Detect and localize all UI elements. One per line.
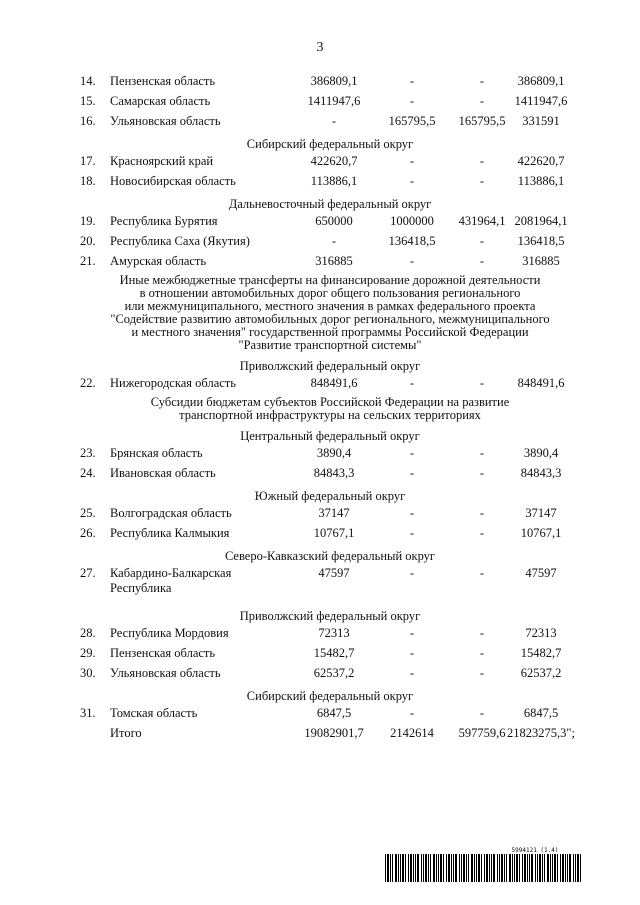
value-col-1: 3890,4 [316,446,352,460]
section-description [80,396,580,422]
value-col-2: - [409,174,415,188]
barcode-block [385,847,585,882]
value-total: 84843,3 [520,466,562,480]
value-col-2: - [409,506,415,520]
value-col-1: 848491,6 [310,376,358,390]
district-heading: Сибирский федеральный округ [246,137,414,151]
row-number: 19. [80,214,96,228]
value-col-2: - [409,626,415,640]
row-number: 15. [80,94,96,108]
page-number: 3 [316,40,324,55]
row-number: 17. [80,154,96,168]
value-col-1: 47597 [318,566,350,580]
table-row [80,466,580,486]
section-description [80,274,580,352]
value-col-1: 113886,1 [310,174,358,188]
region-name: Республика Бурятия [110,214,218,228]
value-total: 136418,5 [517,234,565,248]
value-col-2: - [409,254,415,268]
row-number: 14. [80,74,96,88]
table-row [80,666,580,686]
value-col-2: - [409,566,415,580]
value-col-3: - [479,506,485,520]
section-description-line: "Развитие транспортной системы" [238,338,422,352]
value-col-2: 2142614 [390,726,434,740]
row-number: 27. [80,566,96,580]
section-description-line: транспортной инфраструктуры на сельских территориях [179,408,481,422]
value-col-2: - [409,446,415,460]
value-col-1: 6847,5 [316,706,352,720]
section-description-line: или межмуниципального, местного значения в рамках федерального проекта [124,299,536,313]
value-col-3: 431964,1 [458,214,506,228]
district-heading: Центральный федеральный округ [240,429,420,443]
value-col-3: - [479,626,485,640]
value-col-3: - [479,706,485,720]
row-number: 26. [80,526,96,540]
section-description-line: Иные межбюджетные трансферты на финансирование дорожной деятельности [119,273,541,287]
value-total: 72313 [525,626,557,640]
value-total: 386809,1 [517,74,565,88]
region-name: Пензенская область [110,646,216,660]
table-row [80,234,580,254]
section-description-line: "Содействие развитию автомобильных дорог регионального, межмуниципального [110,312,550,326]
value-col-3: - [479,466,485,480]
barcode-number: 5994121 (1.4) [511,847,559,854]
district-heading: Приволжский федеральный округ [239,359,421,373]
row-number: 16. [80,114,96,128]
region-name: Самарская область [110,94,211,108]
row-number: 22. [80,376,96,390]
value-col-3: 597759,6 [458,726,506,740]
value-col-2: - [409,646,415,660]
value-col-2: 1000000 [390,214,434,228]
region-name: Республика Мордовия [110,626,229,640]
value-col-3: - [479,234,485,248]
value-col-3: - [479,376,485,390]
row-number: 31. [80,706,96,720]
row-number: 29. [80,646,96,660]
value-total: 15482,7 [520,646,562,660]
value-col-1: 650000 [315,214,353,228]
region-name: Республика Саха (Якутия) [110,234,250,248]
value-col-1: 422620,7 [310,154,358,168]
row-number: 25. [80,506,96,520]
value-total: 6847,5 [523,706,559,720]
table-row [80,706,580,726]
region-name: Волгоградская область [110,506,232,520]
region-name: Республика Калмыкия [110,526,230,540]
district-heading: Северо-Кавказский федеральный округ [224,549,436,563]
value-total: 47597 [525,566,557,580]
row-number: 23. [80,446,96,460]
table-row [80,114,580,134]
table-row [80,376,580,396]
value-col-3: - [479,526,485,540]
value-col-2: - [409,74,415,88]
value-col-3: 165795,5 [458,114,506,128]
region-name: Итого [110,726,142,740]
table-row [80,646,580,666]
value-col-1: 386809,1 [310,74,358,88]
region-name: Красноярский край [110,154,214,168]
value-total: 37147 [525,506,557,520]
value-col-2: - [409,666,415,680]
table-row [80,154,580,174]
value-total: 1411947,6 [514,94,568,108]
value-col-1: 84843,3 [313,466,355,480]
value-col-1: 19082901,7 [304,726,364,740]
value-col-1: - [331,234,337,248]
table-row [80,94,580,114]
row-number: 28. [80,626,96,640]
region-name: Амурская область [110,254,207,268]
value-col-1: 1411947,6 [307,94,361,108]
value-col-3: - [479,446,485,460]
region-name: Новосибирская область [110,174,236,188]
value-total: 2081964,1 [514,214,568,228]
table-row [80,214,580,234]
value-col-3: - [479,646,485,660]
section-description-line: и местного значения" государственной программы Российской Федерации [131,325,529,339]
region-name: Ульяновская область [110,114,221,128]
table-row [80,626,580,646]
value-col-1: 10767,1 [313,526,355,540]
region-name: Ивановская область [110,466,216,480]
value-col-1: 62537,2 [313,666,355,680]
value-total: 331591 [522,114,560,128]
row-number: 18. [80,174,96,188]
value-col-2: - [409,94,415,108]
value-total: 848491,6 [517,376,565,390]
row-number: 24. [80,466,96,480]
district-heading: Южный федеральный округ [254,489,406,503]
table-row [80,526,580,546]
value-col-2: - [409,154,415,168]
region-name: Ульяновская область [110,666,221,680]
value-col-1: 316885 [315,254,353,268]
value-col-1: 72313 [318,626,350,640]
value-total: 3890,4 [523,446,559,460]
value-col-3: - [479,74,485,88]
total-row [80,726,580,746]
row-number: 30. [80,666,96,680]
value-col-2: - [409,466,415,480]
region-name: Пензенская область [110,74,216,88]
region-name: Кабардино-Балкарская Республика [110,566,232,595]
district-heading: Дальневосточный федеральный округ [228,197,432,211]
table-row [80,254,580,274]
value-col-1: 37147 [318,506,350,520]
table-row [80,506,580,526]
table-row [80,446,580,466]
value-total: 62537,2 [520,666,562,680]
value-col-2: - [409,706,415,720]
transfer-table [80,74,580,746]
value-col-2: 165795,5 [388,114,436,128]
value-col-3: - [479,566,485,580]
value-total: 422620,7 [517,154,565,168]
section-description-line: Субсидии бюджетам субъектов Российской Федерации на развитие [150,395,510,409]
value-col-3: - [479,254,485,268]
row-number: 20. [80,234,96,248]
barcode-icon [385,854,585,882]
table-row [80,566,580,606]
value-col-1: - [331,114,337,128]
district-heading: Сибирский федеральный округ [246,689,414,703]
region-name: Томская область [110,706,198,720]
value-total: 316885 [522,254,560,268]
value-col-3: - [479,94,485,108]
value-col-3: - [479,666,485,680]
value-total: 113886,1 [517,174,565,188]
table-row [80,74,580,94]
value-col-2: 136418,5 [388,234,436,248]
region-name: Брянская область [110,446,203,460]
value-col-2: - [409,376,415,390]
region-name: Нижегородская область [110,376,236,390]
value-col-3: - [479,174,485,188]
value-total: 21823275,3"; [507,726,575,740]
value-col-3: - [479,154,485,168]
value-col-2: - [409,526,415,540]
value-total: 10767,1 [520,526,562,540]
table-row [80,174,580,194]
value-col-1: 15482,7 [313,646,355,660]
section-description-line: в отношении автомобильных дорог общего пользования регионального [139,286,521,300]
district-heading: Приволжский федеральный округ [239,609,421,623]
row-number: 21. [80,254,96,268]
